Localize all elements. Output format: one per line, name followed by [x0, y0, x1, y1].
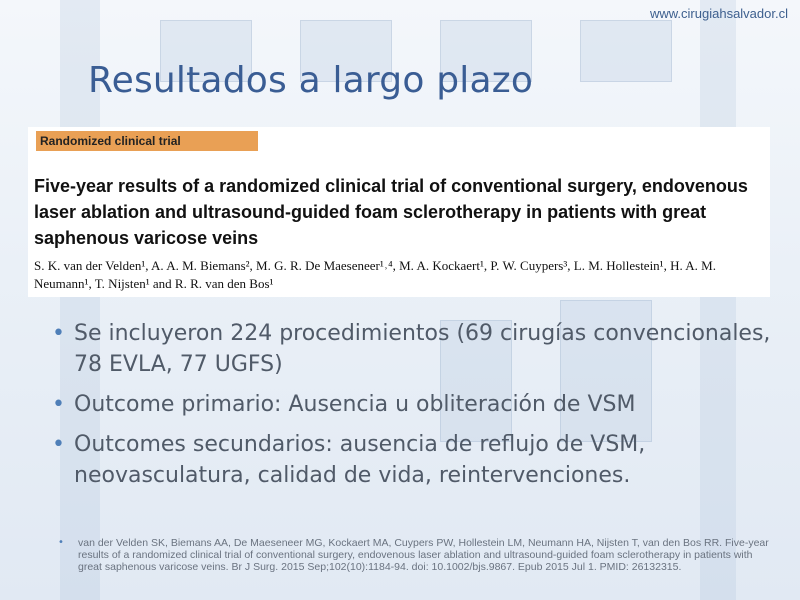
- bullet-item: [52, 318, 772, 380]
- bullet-icon: •: [52, 321, 65, 346]
- background-building-column: [700, 0, 736, 600]
- background-window: [580, 20, 672, 82]
- bullet-item: [52, 389, 772, 420]
- bullet-item: [52, 429, 772, 491]
- bullet-icon: •: [52, 432, 65, 457]
- bullet-text: Se incluyeron 224 procedimientos (69 cirugías convencionales, 78 EVLA, 77 UGFS): [74, 321, 771, 377]
- bullet-text: Outcomes secundarios: ausencia de reflujo de VSM, neovasculatura, calidad de vida, reintervenciones.: [74, 432, 646, 488]
- reference-text: van der Velden SK, Biemans AA, De Maeseneer MG, Kockaert MA, Cuypers PW, Hollestein LM, Neumann HA, Nijsten T, van den Bos RR. Five-year results of a randomized clinical trial of conventional surgery, endovenous laser ablation and ultrasound-guided foam sclerotherapy in patients with great saphenous varicose veins. Br J Surg. 2015 Sep;102(10):1184-94. doi: 10.1002/bjs.9867. Epub 2015 Jul 1. PMID: 26132315.: [78, 537, 769, 573]
- paper-authors: S. K. van der Velden¹, A. A. M. Biemans², M. G. R. De Maeseneer¹˒⁴, M. A. Kockaert¹, P. W. Cuypers³, L. M. Hollestein¹, H. A. M. Neumann¹, T. Nijsten¹ and R. R. van den Bos¹: [34, 258, 716, 291]
- website-url: www.cirugiahsalvador.cl: [649, 6, 788, 21]
- bullet-icon: •: [52, 392, 65, 417]
- bullet-icon: •: [58, 537, 64, 548]
- reference-citation: [58, 537, 770, 573]
- paper-title: Five-year results of a randomized clinical trial of conventional surgery, endovenous laser ablation and ultrasound-guided foam sclerotherapy in patients with great saphenous varicose veins: [34, 176, 748, 248]
- bullet-text: Outcome primario: Ausencia u obliteración de VSM: [74, 392, 636, 417]
- bullet-list: [52, 318, 772, 500]
- paper-header-image: [28, 127, 770, 297]
- slide-title: Resultados a largo plazo: [88, 60, 534, 101]
- article-type-tag: Randomized clinical trial: [36, 131, 258, 151]
